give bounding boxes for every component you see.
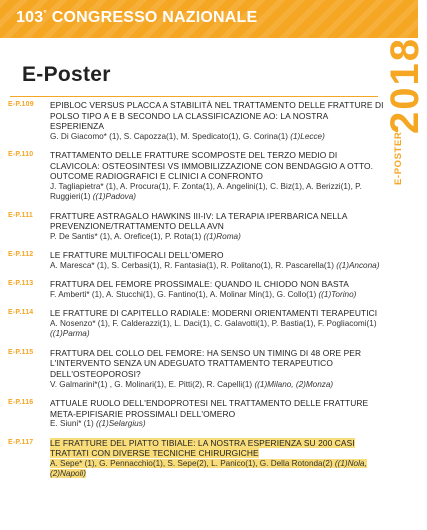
poster-location: ((1)Roma): [201, 231, 241, 241]
poster-code: E-P.117: [8, 438, 34, 446]
poster-title: [50, 438, 384, 459]
poster-item: [0, 250, 384, 271]
poster-code: E-P.115: [8, 348, 34, 356]
poster-authors: [50, 290, 384, 300]
poster-item: [0, 438, 384, 480]
poster-item: [0, 100, 384, 142]
poster-item: [0, 348, 384, 390]
poster-authors: [50, 232, 384, 242]
poster-title-text: LE FRATTURE DI CAPITELLO RADIALE: MODERNI ORIENTAMENTI TERAPEUTICI: [50, 308, 378, 319]
poster-location: ((1)Nola, (2)Napoli): [50, 458, 367, 479]
poster-title: [50, 398, 384, 419]
poster-title: [50, 308, 384, 319]
poster-title-text: FRATTURA DEL COLLO DEL FEMORE: HA SENSO UN TIMING DI 48 ORE PER L'INTERVENTO SENZA UN ADEGUATO TRATTAMENTO TERAPEUTICO DELL'OSTEOPOROSI?: [50, 347, 362, 379]
poster-title: [50, 250, 384, 261]
poster-authors: [50, 380, 384, 390]
poster-code: E-P.109: [8, 101, 34, 108]
poster-author-list: E. Siuni* (1): [50, 419, 94, 429]
poster-item: [0, 211, 384, 243]
congress-name: CONGRESSO NAZIONALE: [51, 9, 258, 26]
poster-author-list: A. Maresca* (1), S. Cerbasi(1), R. Fantasia(1), R. Politano(1), R. Pascarella(1): [50, 260, 334, 270]
poster-title-text: TRATTAMENTO DELLE FRATTURE SCOMPOSTE DEL TERZO MEDIO DI CLAVICOLA: OSTEOSINTESI VS IMMOBILIZZAZIONE CON BENDAGGIO A OTTO. OUTCOME RADIOGRAFICI E CLINICI A CONFRONTO: [50, 150, 374, 182]
poster-title-text: FRATTURE ASTRAGALO HAWKINS III-IV: LA TERAPIA IPERBARICA NELLA PREVENZIONE/TRATTAMENTO DELLA AVN: [50, 210, 348, 232]
poster-code: E-P.111: [8, 211, 34, 219]
poster-item: [0, 398, 384, 430]
poster-code: E-P.112: [8, 251, 34, 259]
poster-item: [0, 150, 384, 203]
poster-title: [50, 150, 384, 182]
congress-title: [16, 9, 257, 27]
poster-code: E-P.114: [8, 309, 34, 317]
poster-location: (1)Lecce): [287, 131, 325, 141]
poster-authors: [50, 182, 384, 203]
poster-authors: [50, 319, 384, 340]
congress-edition: 103: [16, 9, 44, 26]
poster-title: [50, 279, 384, 290]
poster-authors: [50, 261, 384, 271]
poster-location: ((1)Torino): [316, 289, 357, 299]
poster-title-text: ATTUALE RUOLO DELL'ENDOPROTESI NEL TRATTAMENTO DELLE FRATTURE META-EPIFISARIE PROSSIMALI DELL'OMERO: [50, 397, 369, 419]
poster-item: [0, 308, 384, 339]
poster-title-text: LE FRATTURE MULTIFOCALI DELL'OMERO: [50, 250, 224, 261]
side-section-label: [389, 115, 419, 235]
poster-item: [0, 279, 384, 300]
poster-code: E-P.113: [8, 280, 34, 288]
poster-location: ((1)Parma): [50, 329, 90, 339]
poster-title: [50, 348, 384, 380]
header-bar: [0, 0, 418, 38]
poster-author-list: F. Amberti* (1), A. Stucchi(1), G. Fantino(1), A. Molinar Min(1), G. Collo(1): [50, 289, 317, 299]
poster-title: [50, 100, 384, 132]
poster-authors: [50, 459, 384, 480]
poster-code: E-P.116: [8, 398, 34, 406]
poster-author-list: A. Nosenzo* (1), F. Calderazzi(1), L. Daci(1), C. Galavotti(1), P. Bastia(1), F. Pogliacomi(1): [50, 318, 377, 328]
poster-author-list: P. De Santis* (1), A. Orefice(1), P. Rota(1): [50, 231, 202, 241]
poster-title-text: FRATTURA DEL FEMORE PROSSIMALE: QUANDO IL CHIODO NON BASTA: [50, 279, 349, 290]
poster-list: [0, 100, 384, 488]
poster-author-list: J. Tagliapietra* (1), A. Procura(1), F. Zonta(1), A. Angelini(1), C. Biz(1), A. Berizzi(1), P. Ruggieri(1): [50, 181, 362, 202]
poster-location: ((1)Ancona): [333, 260, 380, 270]
poster-title-text: LE FRATTURE DEL PIATTO TIBIALE: LA NOSTRA ESPERIENZA SU 200 CASI TRATTATI CON DIVERSE TECNICHE CHIRURGICHE: [50, 437, 355, 459]
poster-location: ((1)Padova): [90, 192, 137, 202]
side-eposter-label: E-POSTER: [393, 131, 404, 185]
year-label: 2018: [383, 37, 427, 134]
title-divider: [10, 96, 378, 97]
page-title: E-Poster: [22, 63, 111, 86]
poster-author-list: V. Galmarini*(1) , G. Molinari(1), E. Pitti(2), R. Capelli(1): [50, 379, 253, 389]
poster-author-list: G. Di Giacomo* (1), S. Capozza(1), M. Spedicato(1), G. Corina(1): [50, 131, 288, 141]
edition-degree: °: [43, 8, 48, 18]
poster-authors: [50, 132, 384, 142]
poster-title: [50, 211, 384, 232]
poster-author-list: A. Sepe* (1), G. Pennacchio(1), S. Sepe(2), L. Panico(1), G. Della Rotonda(2): [50, 458, 333, 468]
poster-code: E-P.110: [8, 151, 34, 159]
poster-authors: [50, 419, 384, 429]
poster-location: ((1)Milano, (2)Monza): [252, 379, 334, 389]
poster-title-text: EPIBLOC VERSUS PLACCA A STABILITÀ NEL TRATTAMENTO DELLE FRATTURE DI POLSO TIPO A E B SECONDO LA CLASSIFICAZIONE AO: LA NOSTRA ESPERIENZA: [50, 100, 384, 132]
poster-location: ((1)Selargius): [93, 419, 146, 429]
